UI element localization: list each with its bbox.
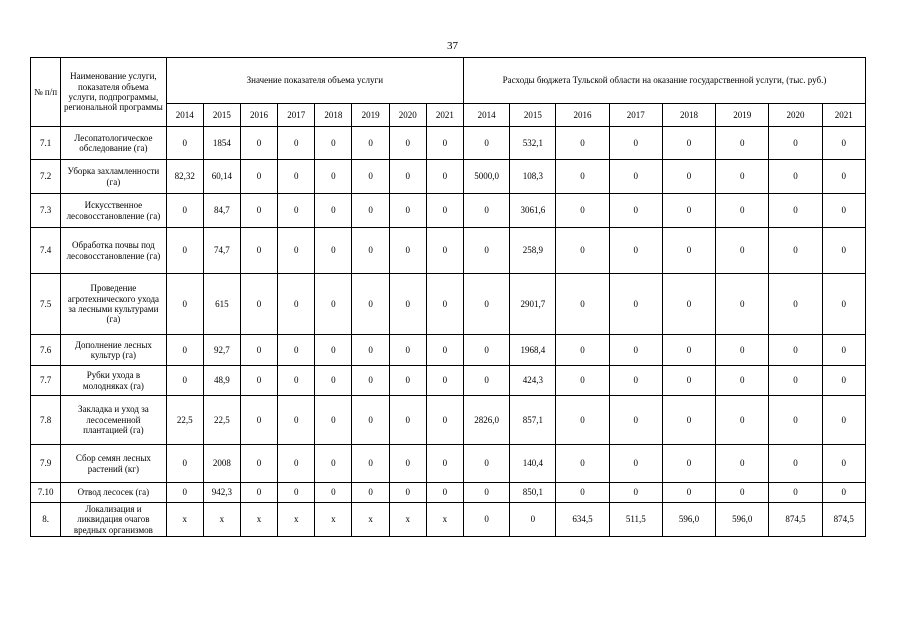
service-name: Локализация и ликвидация очагов вредных организмов bbox=[61, 503, 166, 537]
expense-value: 0 bbox=[662, 366, 715, 396]
expense-value: 0 bbox=[716, 228, 769, 274]
volume-value: 0 bbox=[426, 445, 463, 483]
volume-value: 0 bbox=[315, 160, 352, 194]
service-name: Обработка почвы под лесовосстановление (га) bbox=[61, 228, 166, 274]
volume-value: 2008 bbox=[203, 445, 240, 483]
expense-value: 0 bbox=[464, 445, 510, 483]
expense-group-header: Расходы бюджета Тульской области на оказание государственной услуги, (тыс. руб.) bbox=[464, 58, 866, 104]
row-number: 7.9 bbox=[31, 445, 61, 483]
volume-year-header: 2018 bbox=[315, 104, 352, 127]
volume-value: 0 bbox=[166, 127, 203, 160]
volume-year-header: 2017 bbox=[278, 104, 315, 127]
volume-value: 0 bbox=[426, 228, 463, 274]
table-row bbox=[31, 503, 866, 537]
expense-value: 0 bbox=[510, 503, 556, 537]
volume-value: x bbox=[240, 503, 277, 537]
volume-year-header: 2019 bbox=[352, 104, 389, 127]
num-col-header: № п/п bbox=[31, 58, 61, 127]
volume-value: 0 bbox=[278, 274, 315, 335]
volume-value: x bbox=[352, 503, 389, 537]
service-name: Закладка и уход за лесосеменной плантацией (га) bbox=[61, 396, 166, 445]
volume-value: 84,7 bbox=[203, 194, 240, 228]
expense-value: 0 bbox=[769, 396, 822, 445]
row-number: 7.4 bbox=[31, 228, 61, 274]
volume-value: 0 bbox=[315, 445, 352, 483]
expense-value: 0 bbox=[716, 160, 769, 194]
expense-value: 0 bbox=[662, 445, 715, 483]
expense-value: 0 bbox=[716, 127, 769, 160]
expense-value: 0 bbox=[556, 160, 609, 194]
volume-value: 0 bbox=[352, 335, 389, 366]
expense-value: 0 bbox=[609, 335, 662, 366]
volume-year-header: 2021 bbox=[426, 104, 463, 127]
volume-value: x bbox=[426, 503, 463, 537]
expense-value: 0 bbox=[609, 127, 662, 160]
volume-value: 0 bbox=[389, 228, 426, 274]
volume-value: 0 bbox=[240, 335, 277, 366]
expense-value: 0 bbox=[822, 396, 865, 445]
volume-value: x bbox=[166, 503, 203, 537]
volume-value: 0 bbox=[166, 228, 203, 274]
expense-value: 3061,6 bbox=[510, 194, 556, 228]
service-name: Отвод лесосек (га) bbox=[61, 483, 166, 503]
expense-value: 0 bbox=[662, 160, 715, 194]
table-body bbox=[31, 127, 866, 537]
service-name: Проведение агротехнического ухода за лесными культурами (га) bbox=[61, 274, 166, 335]
volume-value: 0 bbox=[278, 445, 315, 483]
expense-value: 0 bbox=[769, 335, 822, 366]
volume-value: 0 bbox=[240, 194, 277, 228]
volume-value: 0 bbox=[315, 274, 352, 335]
expense-value: 0 bbox=[556, 445, 609, 483]
expense-value: 0 bbox=[609, 160, 662, 194]
row-number: 7.6 bbox=[31, 335, 61, 366]
expense-year-header: 2020 bbox=[769, 104, 822, 127]
expense-value: 0 bbox=[556, 228, 609, 274]
expense-value: 0 bbox=[609, 228, 662, 274]
expense-value: 0 bbox=[464, 127, 510, 160]
expense-value: 0 bbox=[556, 274, 609, 335]
volume-value: 0 bbox=[352, 228, 389, 274]
volume-value: 0 bbox=[278, 160, 315, 194]
expense-value: 0 bbox=[662, 228, 715, 274]
expense-value: 0 bbox=[464, 194, 510, 228]
expense-value: 0 bbox=[464, 503, 510, 537]
services-table bbox=[30, 57, 866, 537]
table-row bbox=[31, 335, 866, 366]
expense-value: 850,1 bbox=[510, 483, 556, 503]
table-row bbox=[31, 366, 866, 396]
volume-value: 615 bbox=[203, 274, 240, 335]
expense-value: 0 bbox=[662, 127, 715, 160]
volume-value: 0 bbox=[389, 335, 426, 366]
expense-value: 0 bbox=[464, 335, 510, 366]
expense-value: 0 bbox=[609, 366, 662, 396]
expense-value: 532,1 bbox=[510, 127, 556, 160]
expense-value: 857,1 bbox=[510, 396, 556, 445]
expense-value: 634,5 bbox=[556, 503, 609, 537]
expense-value: 0 bbox=[662, 335, 715, 366]
volume-value: 22,5 bbox=[166, 396, 203, 445]
row-number: 7.2 bbox=[31, 160, 61, 194]
expense-value: 0 bbox=[769, 483, 822, 503]
volume-value: x bbox=[389, 503, 426, 537]
expense-value: 0 bbox=[662, 396, 715, 445]
volume-value: 0 bbox=[315, 194, 352, 228]
volume-value: 942,3 bbox=[203, 483, 240, 503]
volume-value: 0 bbox=[389, 396, 426, 445]
volume-value: 0 bbox=[240, 228, 277, 274]
volume-value: 0 bbox=[352, 127, 389, 160]
expense-value: 0 bbox=[609, 445, 662, 483]
expense-value: 140,4 bbox=[510, 445, 556, 483]
service-name: Лесопатологическое обследование (га) bbox=[61, 127, 166, 160]
expense-value: 0 bbox=[662, 194, 715, 228]
row-number: 7.10 bbox=[31, 483, 61, 503]
expense-value: 258,9 bbox=[510, 228, 556, 274]
row-number: 8. bbox=[31, 503, 61, 537]
expense-value: 596,0 bbox=[716, 503, 769, 537]
volume-value: 0 bbox=[352, 445, 389, 483]
volume-value: x bbox=[203, 503, 240, 537]
volume-year-header: 2014 bbox=[166, 104, 203, 127]
expense-value: 0 bbox=[609, 396, 662, 445]
volume-value: 0 bbox=[352, 160, 389, 194]
expense-value: 0 bbox=[716, 445, 769, 483]
volume-value: 0 bbox=[426, 366, 463, 396]
volume-value: 0 bbox=[352, 483, 389, 503]
volume-value: 0 bbox=[278, 127, 315, 160]
table-row bbox=[31, 274, 866, 335]
expense-value: 0 bbox=[556, 396, 609, 445]
volume-group-header: Значение показателя объема услуги bbox=[166, 58, 463, 104]
expense-year-header: 2021 bbox=[822, 104, 865, 127]
expense-value: 0 bbox=[716, 366, 769, 396]
volume-value: 0 bbox=[278, 194, 315, 228]
row-number: 7.8 bbox=[31, 396, 61, 445]
expense-value: 0 bbox=[556, 366, 609, 396]
expense-value: 0 bbox=[464, 483, 510, 503]
expense-value: 0 bbox=[464, 274, 510, 335]
volume-value: 92,7 bbox=[203, 335, 240, 366]
volume-value: 60,14 bbox=[203, 160, 240, 194]
expense-value: 0 bbox=[769, 194, 822, 228]
row-number: 7.5 bbox=[31, 274, 61, 335]
expense-value: 0 bbox=[716, 274, 769, 335]
volume-value: x bbox=[315, 503, 352, 537]
volume-value: 0 bbox=[389, 194, 426, 228]
volume-value: 0 bbox=[426, 194, 463, 228]
volume-value: 0 bbox=[240, 127, 277, 160]
service-name: Уборка захламленности (га) bbox=[61, 160, 166, 194]
volume-value: 0 bbox=[352, 274, 389, 335]
expense-value: 0 bbox=[716, 396, 769, 445]
volume-value: 0 bbox=[240, 274, 277, 335]
volume-value: 0 bbox=[278, 366, 315, 396]
expense-year-header: 2017 bbox=[609, 104, 662, 127]
volume-value: 0 bbox=[389, 366, 426, 396]
expense-value: 0 bbox=[822, 194, 865, 228]
volume-value: 0 bbox=[278, 335, 315, 366]
expense-value: 0 bbox=[556, 127, 609, 160]
expense-value: 511,5 bbox=[609, 503, 662, 537]
expense-value: 5000,0 bbox=[464, 160, 510, 194]
row-number: 7.7 bbox=[31, 366, 61, 396]
expense-value: 0 bbox=[769, 127, 822, 160]
volume-value: 0 bbox=[166, 445, 203, 483]
expense-value: 0 bbox=[716, 483, 769, 503]
volume-year-header: 2016 bbox=[240, 104, 277, 127]
volume-value: 0 bbox=[389, 274, 426, 335]
service-name: Рубки ухода в молодняках (га) bbox=[61, 366, 166, 396]
volume-value: 1854 bbox=[203, 127, 240, 160]
volume-value: 0 bbox=[315, 396, 352, 445]
volume-value: 0 bbox=[240, 396, 277, 445]
expense-value: 874,5 bbox=[822, 503, 865, 537]
volume-value: 0 bbox=[315, 127, 352, 160]
row-number: 7.1 bbox=[31, 127, 61, 160]
service-name: Сбор семян лесных растений (кг) bbox=[61, 445, 166, 483]
expense-value: 0 bbox=[822, 335, 865, 366]
table-row bbox=[31, 160, 866, 194]
expense-value: 0 bbox=[769, 445, 822, 483]
expense-value: 424,3 bbox=[510, 366, 556, 396]
volume-value: 0 bbox=[426, 396, 463, 445]
expense-value: 596,0 bbox=[662, 503, 715, 537]
expense-value: 0 bbox=[822, 483, 865, 503]
expense-year-header: 2016 bbox=[556, 104, 609, 127]
volume-value: 0 bbox=[426, 274, 463, 335]
table-row bbox=[31, 194, 866, 228]
volume-value: 0 bbox=[166, 274, 203, 335]
volume-year-header: 2015 bbox=[203, 104, 240, 127]
volume-value: 22,5 bbox=[203, 396, 240, 445]
expense-value: 0 bbox=[556, 483, 609, 503]
volume-value: 0 bbox=[426, 127, 463, 160]
expense-value: 0 bbox=[609, 274, 662, 335]
volume-value: 0 bbox=[315, 483, 352, 503]
volume-value: 0 bbox=[315, 366, 352, 396]
volume-value: 0 bbox=[240, 160, 277, 194]
expense-year-header: 2015 bbox=[510, 104, 556, 127]
expense-value: 0 bbox=[464, 228, 510, 274]
volume-value: 0 bbox=[389, 127, 426, 160]
service-name: Дополнение лесных культур (га) bbox=[61, 335, 166, 366]
expense-value: 0 bbox=[769, 228, 822, 274]
volume-value: 0 bbox=[426, 160, 463, 194]
volume-value: 0 bbox=[278, 228, 315, 274]
table-row bbox=[31, 445, 866, 483]
table-row bbox=[31, 127, 866, 160]
expense-value: 0 bbox=[822, 274, 865, 335]
volume-value: 0 bbox=[315, 228, 352, 274]
volume-value: 0 bbox=[166, 483, 203, 503]
expense-value: 0 bbox=[716, 194, 769, 228]
expense-value: 0 bbox=[662, 274, 715, 335]
expense-value: 0 bbox=[822, 160, 865, 194]
expense-value: 0 bbox=[822, 445, 865, 483]
expense-value: 0 bbox=[822, 127, 865, 160]
volume-value: 0 bbox=[389, 445, 426, 483]
service-name: Искусственное лесовосстановление (га) bbox=[61, 194, 166, 228]
volume-value: 0 bbox=[278, 483, 315, 503]
volume-value: x bbox=[278, 503, 315, 537]
expense-value: 2826,0 bbox=[464, 396, 510, 445]
volume-value: 0 bbox=[426, 483, 463, 503]
expense-value: 0 bbox=[822, 228, 865, 274]
table-row bbox=[31, 396, 866, 445]
expense-value: 0 bbox=[769, 274, 822, 335]
volume-value: 0 bbox=[278, 396, 315, 445]
volume-value: 0 bbox=[389, 483, 426, 503]
expense-value: 0 bbox=[609, 194, 662, 228]
volume-value: 0 bbox=[352, 366, 389, 396]
expense-year-header: 2014 bbox=[464, 104, 510, 127]
expense-value: 0 bbox=[769, 366, 822, 396]
expense-value: 0 bbox=[609, 483, 662, 503]
volume-value: 0 bbox=[352, 194, 389, 228]
expense-value: 0 bbox=[556, 335, 609, 366]
page-number: 37 bbox=[447, 40, 458, 52]
volume-value: 0 bbox=[240, 445, 277, 483]
volume-year-header: 2020 bbox=[389, 104, 426, 127]
expense-value: 0 bbox=[822, 366, 865, 396]
volume-value: 0 bbox=[352, 396, 389, 445]
expense-value: 108,3 bbox=[510, 160, 556, 194]
volume-value: 82,32 bbox=[166, 160, 203, 194]
volume-value: 0 bbox=[426, 335, 463, 366]
expense-value: 1968,4 bbox=[510, 335, 556, 366]
expense-value: 874,5 bbox=[769, 503, 822, 537]
volume-value: 0 bbox=[166, 335, 203, 366]
name-col-header: Наименование услуги, показателя объема услуги, подпрограммы, региональной программы bbox=[61, 58, 166, 127]
volume-value: 0 bbox=[240, 483, 277, 503]
volume-value: 0 bbox=[166, 366, 203, 396]
volume-value: 0 bbox=[389, 160, 426, 194]
expense-value: 0 bbox=[556, 194, 609, 228]
volume-value: 0 bbox=[315, 335, 352, 366]
expense-value: 0 bbox=[769, 160, 822, 194]
table-row bbox=[31, 483, 866, 503]
volume-value: 74,7 bbox=[203, 228, 240, 274]
expense-value: 0 bbox=[662, 483, 715, 503]
expense-value: 2901,7 bbox=[510, 274, 556, 335]
expense-year-header: 2019 bbox=[716, 104, 769, 127]
volume-value: 0 bbox=[240, 366, 277, 396]
table-header bbox=[31, 58, 866, 127]
volume-value: 0 bbox=[166, 194, 203, 228]
expense-value: 0 bbox=[716, 335, 769, 366]
row-number: 7.3 bbox=[31, 194, 61, 228]
table-row bbox=[31, 228, 866, 274]
expense-value: 0 bbox=[464, 366, 510, 396]
expense-year-header: 2018 bbox=[662, 104, 715, 127]
volume-value: 48,9 bbox=[203, 366, 240, 396]
